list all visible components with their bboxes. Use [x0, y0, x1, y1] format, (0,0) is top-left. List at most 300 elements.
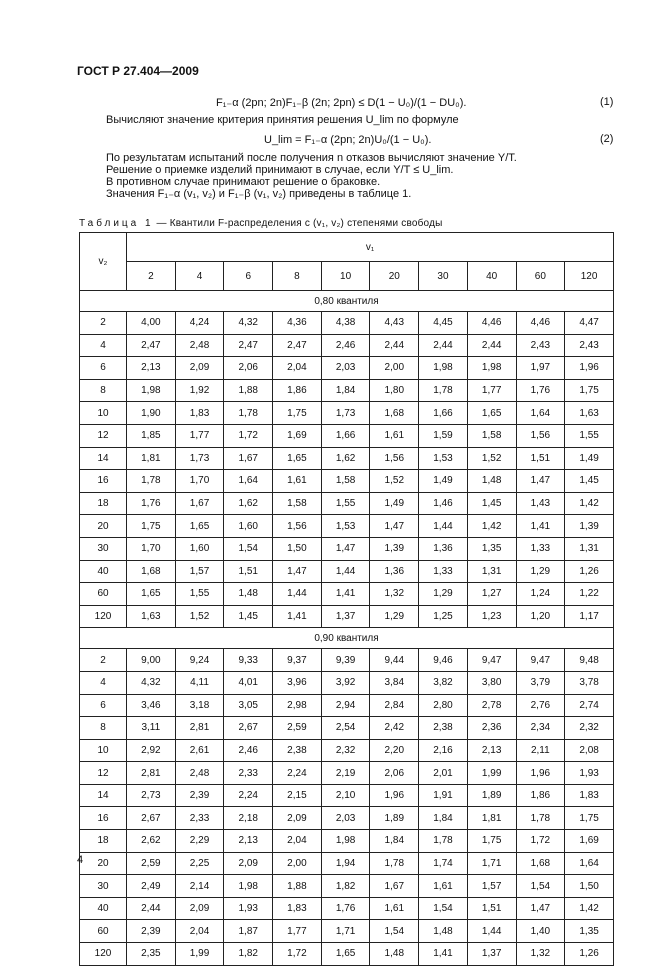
table-cell: 1,51	[224, 560, 273, 583]
row-label-cell: 6	[80, 357, 127, 380]
table-cell: 2,24	[224, 784, 273, 807]
table-cell: 3,96	[273, 671, 322, 694]
table-cell: 1,56	[273, 515, 322, 538]
table-cell: 2,00	[273, 852, 322, 875]
table-cell: 1,78	[516, 807, 565, 830]
table-cell: 2,33	[224, 762, 273, 785]
table-cell: 2,39	[175, 784, 224, 807]
table-cell: 4,46	[516, 312, 565, 335]
table-cell: 1,48	[419, 920, 468, 943]
table-cell: 2,42	[370, 717, 419, 740]
table-cell: 1,44	[419, 515, 468, 538]
table-cell: 1,75	[127, 515, 176, 538]
row-label-cell: 8	[80, 717, 127, 740]
table-cell: 1,54	[419, 897, 468, 920]
paragraph-decision	[106, 152, 517, 200]
table-cell: 1,39	[370, 537, 419, 560]
table-cell: 2,81	[127, 762, 176, 785]
table-cell: 1,70	[127, 537, 176, 560]
table-cell: 9,39	[321, 649, 370, 672]
table-cell: 1,67	[370, 875, 419, 898]
table-cell: 2,59	[273, 717, 322, 740]
row-label-cell: 6	[80, 694, 127, 717]
column-header: 120	[565, 262, 614, 291]
formula-2: U_lim = F₁₋α (2pn; 2n)U₀/(1 − U₀).	[264, 134, 432, 146]
table-cell: 1,35	[565, 920, 614, 943]
table-cell: 2,39	[127, 920, 176, 943]
table-cell: 1,47	[370, 515, 419, 538]
table-cell: 9,37	[273, 649, 322, 672]
table-cell: 4,24	[175, 312, 224, 335]
table-cell: 1,78	[127, 470, 176, 493]
table-cell: 1,45	[467, 492, 516, 515]
table-cell: 1,29	[419, 583, 468, 606]
paragraph-criterion: Вычисляют значение критерия принятия решения U_lim по формуле	[106, 114, 459, 126]
equation-number-1: (1)	[600, 96, 614, 108]
table-row	[80, 671, 614, 694]
table-cell: 1,52	[467, 447, 516, 470]
table-cell: 1,47	[516, 897, 565, 920]
table-cell: 1,82	[224, 943, 273, 966]
table-cell: 2,00	[370, 357, 419, 380]
table-cell: 2,94	[321, 694, 370, 717]
table-cell: 2,80	[419, 694, 468, 717]
table-row	[80, 694, 614, 717]
equation-number-2: (2)	[600, 133, 614, 145]
text-line: Решение о приемке изделий принимают в случае, если Y/T ≤ U_lim.	[106, 164, 454, 176]
table-cell: 2,20	[370, 739, 419, 762]
table-cell: 1,23	[467, 605, 516, 628]
table-cell: 2,62	[127, 830, 176, 853]
table-cell: 2,47	[127, 334, 176, 357]
table-cell: 2,44	[467, 334, 516, 357]
table-cell: 2,59	[127, 852, 176, 875]
table-cell: 1,53	[419, 447, 468, 470]
table-cell: 1,78	[370, 852, 419, 875]
text-line: Значения F₁₋α (v₁, v₂) и F₁₋β (v₁, v₂) приведены в таблице 1.	[106, 188, 412, 200]
table-cell: 2,06	[224, 357, 273, 380]
table-cell: 1,32	[370, 583, 419, 606]
table-cell: 1,41	[321, 583, 370, 606]
table-caption-text: — Квантили F-распределения с (v₁, v₂) степенями свободы	[153, 218, 443, 229]
table-cell: 2,11	[516, 739, 565, 762]
table-cell: 4,11	[175, 671, 224, 694]
row-label-cell: 2	[80, 312, 127, 335]
table-cell: 1,54	[370, 920, 419, 943]
table-cell: 1,84	[370, 830, 419, 853]
table-cell: 1,58	[321, 470, 370, 493]
table-cell: 1,62	[224, 492, 273, 515]
table-row	[80, 424, 614, 447]
table-row	[80, 605, 614, 628]
table-cell: 2,09	[175, 897, 224, 920]
table-cell: 9,47	[467, 649, 516, 672]
table-cell: 1,76	[321, 897, 370, 920]
table-cell: 2,32	[565, 717, 614, 740]
table-cell: 1,68	[370, 402, 419, 425]
table-cell: 2,67	[224, 717, 273, 740]
table-cell: 1,48	[224, 583, 273, 606]
table-cell: 1,45	[565, 470, 614, 493]
table-cell: 1,73	[175, 447, 224, 470]
table-cell: 1,39	[565, 515, 614, 538]
table-cell: 1,57	[175, 560, 224, 583]
table-row	[80, 830, 614, 853]
table-cell: 1,29	[516, 560, 565, 583]
table-cell: 1,86	[273, 379, 322, 402]
table-cell: 1,40	[516, 920, 565, 943]
table-cell: 1,61	[273, 470, 322, 493]
table-cell: 2,61	[175, 739, 224, 762]
table-cell: 1,48	[370, 943, 419, 966]
table-cell: 2,84	[370, 694, 419, 717]
table-cell: 1,88	[273, 875, 322, 898]
table-cell: 2,47	[273, 334, 322, 357]
table-cell: 1,51	[516, 447, 565, 470]
table-cell: 9,33	[224, 649, 273, 672]
row-label-cell: 4	[80, 334, 127, 357]
table-cell: 1,25	[419, 605, 468, 628]
table-cell: 2,04	[273, 830, 322, 853]
table-cell: 1,47	[321, 537, 370, 560]
table-cell: 9,46	[419, 649, 468, 672]
table-cell: 2,33	[175, 807, 224, 830]
table-cell: 2,34	[516, 717, 565, 740]
table-row	[80, 402, 614, 425]
row-label-cell: 30	[80, 537, 127, 560]
table-row	[80, 875, 614, 898]
table-cell: 2,03	[321, 807, 370, 830]
table-cell: 1,65	[321, 943, 370, 966]
table-cell: 1,72	[273, 943, 322, 966]
table-cell: 1,65	[127, 583, 176, 606]
f-distribution-table	[79, 232, 614, 966]
table-row	[80, 334, 614, 357]
table-cell: 9,48	[565, 649, 614, 672]
table-cell: 2,13	[467, 739, 516, 762]
table-cell: 3,82	[419, 671, 468, 694]
table-cell: 1,55	[321, 492, 370, 515]
table-cell: 2,24	[273, 762, 322, 785]
table-cell: 1,49	[419, 470, 468, 493]
table-cell: 2,25	[175, 852, 224, 875]
table-cell: 2,38	[419, 717, 468, 740]
table-cell: 1,65	[467, 402, 516, 425]
table-cell: 1,37	[467, 943, 516, 966]
table-cell: 1,70	[175, 470, 224, 493]
row-label-cell: 18	[80, 830, 127, 853]
row-label-cell: 16	[80, 470, 127, 493]
table-cell: 2,16	[419, 739, 468, 762]
table-cell: 1,77	[273, 920, 322, 943]
table-cell: 1,68	[516, 852, 565, 875]
table-cell: 1,35	[467, 537, 516, 560]
table-cell: 1,26	[565, 943, 614, 966]
table-cell: 1,93	[565, 762, 614, 785]
table-cell: 2,09	[224, 852, 273, 875]
table-cell: 1,52	[175, 605, 224, 628]
table-cell: 1,31	[565, 537, 614, 560]
table-cell: 1,24	[516, 583, 565, 606]
table-cell: 1,55	[175, 583, 224, 606]
table-cell: 4,46	[467, 312, 516, 335]
table-cell: 3,11	[127, 717, 176, 740]
table-cell: 2,38	[273, 739, 322, 762]
table-number: Таблица 1	[79, 218, 154, 229]
section-header: 0,90 квантиля	[80, 628, 614, 649]
row-label-cell: 10	[80, 739, 127, 762]
table-cell: 2,49	[127, 875, 176, 898]
row-label-cell: 60	[80, 583, 127, 606]
table-cell: 1,37	[321, 605, 370, 628]
table-cell: 1,93	[224, 897, 273, 920]
table-cell: 1,82	[321, 875, 370, 898]
table-cell: 1,81	[127, 447, 176, 470]
table-cell: 1,96	[565, 357, 614, 380]
table-cell: 1,29	[370, 605, 419, 628]
table-row	[80, 447, 614, 470]
table-cell: 1,44	[321, 560, 370, 583]
table-cell: 1,83	[273, 897, 322, 920]
table-cell: 2,13	[127, 357, 176, 380]
table-row	[80, 560, 614, 583]
table-cell: 1,92	[175, 379, 224, 402]
table-cell: 1,98	[321, 830, 370, 853]
table-cell: 1,73	[321, 402, 370, 425]
table-cell: 1,61	[419, 875, 468, 898]
table-cell: 1,33	[419, 560, 468, 583]
table-cell: 2,13	[224, 830, 273, 853]
table-cell: 1,45	[224, 605, 273, 628]
table-cell: 1,84	[419, 807, 468, 830]
table-cell: 1,47	[273, 560, 322, 583]
table-cell: 4,43	[370, 312, 419, 335]
table-cell: 1,61	[370, 424, 419, 447]
table-cell: 1,86	[516, 784, 565, 807]
table-cell: 1,96	[370, 784, 419, 807]
table-cell: 3,05	[224, 694, 273, 717]
row-label-cell: 120	[80, 943, 127, 966]
table-cell: 1,68	[127, 560, 176, 583]
table-cell: 2,81	[175, 717, 224, 740]
table-cell: 2,43	[516, 334, 565, 357]
table-cell: 2,03	[321, 357, 370, 380]
row-label-cell: 12	[80, 762, 127, 785]
table-cell: 1,26	[565, 560, 614, 583]
table-cell: 3,84	[370, 671, 419, 694]
table-cell: 1,97	[516, 357, 565, 380]
table-cell: 1,31	[467, 560, 516, 583]
table-cell: 1,42	[467, 515, 516, 538]
row-label-cell: 60	[80, 920, 127, 943]
table-row	[80, 583, 614, 606]
section-header: 0,80 квантиля	[80, 291, 614, 312]
table-cell: 3,79	[516, 671, 565, 694]
row-label-cell: 18	[80, 492, 127, 515]
table-cell: 1,89	[370, 807, 419, 830]
table-cell: 2,44	[370, 334, 419, 357]
table-cell: 1,22	[565, 583, 614, 606]
row-label-cell: 2	[80, 649, 127, 672]
table-cell: 1,76	[127, 492, 176, 515]
column-header: 4	[175, 262, 224, 291]
table-cell: 1,65	[175, 515, 224, 538]
table-cell: 1,42	[565, 897, 614, 920]
table-cell: 1,33	[516, 537, 565, 560]
table-cell: 1,56	[370, 447, 419, 470]
table-cell: 1,64	[565, 852, 614, 875]
table-cell: 1,17	[565, 605, 614, 628]
table-cell: 1,72	[516, 830, 565, 853]
row-label-cell: 14	[80, 784, 127, 807]
table-cell: 2,92	[127, 739, 176, 762]
table-cell: 1,76	[516, 379, 565, 402]
row-label-cell: 16	[80, 807, 127, 830]
table-cell: 1,43	[516, 492, 565, 515]
table-row	[80, 739, 614, 762]
table-cell: 1,66	[419, 402, 468, 425]
table-cell: 4,45	[419, 312, 468, 335]
table-row	[80, 897, 614, 920]
table-cell: 2,43	[565, 334, 614, 357]
table-cell: 4,47	[565, 312, 614, 335]
table-row	[80, 807, 614, 830]
table-cell: 1,27	[467, 583, 516, 606]
column-header: 20	[370, 262, 419, 291]
table-cell: 2,04	[273, 357, 322, 380]
table-cell: 4,00	[127, 312, 176, 335]
table-cell: 1,49	[370, 492, 419, 515]
table-cell: 2,19	[321, 762, 370, 785]
table-row	[80, 379, 614, 402]
table-cell: 9,44	[370, 649, 419, 672]
table-cell: 2,14	[175, 875, 224, 898]
table-row	[80, 920, 614, 943]
table-cell: 1,99	[467, 762, 516, 785]
table-cell: 3,80	[467, 671, 516, 694]
table-cell: 2,78	[467, 694, 516, 717]
table-cell: 1,69	[273, 424, 322, 447]
table-cell: 1,41	[273, 605, 322, 628]
table-cell: 1,75	[467, 830, 516, 853]
table-cell: 1,42	[565, 492, 614, 515]
document-header: ГОСТ Р 27.404—2009	[77, 64, 199, 78]
table-cell: 2,67	[127, 807, 176, 830]
column-header: 10	[321, 262, 370, 291]
column-header: 8	[273, 262, 322, 291]
table-cell: 1,20	[516, 605, 565, 628]
table-cell: 1,36	[419, 537, 468, 560]
table-cell: 1,63	[127, 605, 176, 628]
table-row	[80, 717, 614, 740]
table-cell: 4,01	[224, 671, 273, 694]
table-cell: 1,87	[224, 920, 273, 943]
table-cell: 1,32	[516, 943, 565, 966]
table-cell: 1,53	[321, 515, 370, 538]
table-cell: 2,18	[224, 807, 273, 830]
row-label-cell: 12	[80, 424, 127, 447]
table-cell: 1,80	[370, 379, 419, 402]
table-cell: 2,06	[370, 762, 419, 785]
table-cell: 1,75	[565, 379, 614, 402]
table-cell: 1,41	[516, 515, 565, 538]
table-cell: 2,98	[273, 694, 322, 717]
table-cell: 2,48	[175, 334, 224, 357]
table-cell: 1,41	[419, 943, 468, 966]
table-row	[80, 649, 614, 672]
table-cell: 4,38	[321, 312, 370, 335]
table-cell: 1,98	[224, 875, 273, 898]
table-row	[80, 762, 614, 785]
table-cell: 4,32	[224, 312, 273, 335]
table-cell: 9,24	[175, 649, 224, 672]
table-cell: 1,52	[370, 470, 419, 493]
table-cell: 2,46	[224, 739, 273, 762]
table-cell: 1,83	[175, 402, 224, 425]
table-cell: 2,48	[175, 762, 224, 785]
row-label-cell: 120	[80, 605, 127, 628]
table-cell: 1,83	[565, 784, 614, 807]
table-row	[80, 943, 614, 966]
column-header: 6	[224, 262, 273, 291]
row-label-cell: 8	[80, 379, 127, 402]
table-cell: 1,58	[467, 424, 516, 447]
row-label-cell: 40	[80, 897, 127, 920]
table-cell: 1,78	[419, 379, 468, 402]
table-cell: 3,46	[127, 694, 176, 717]
row-label-cell: 20	[80, 852, 127, 875]
row-label-cell: 14	[80, 447, 127, 470]
table-cell: 3,92	[321, 671, 370, 694]
table-cell: 2,10	[321, 784, 370, 807]
table-cell: 1,54	[224, 537, 273, 560]
table-cell: 1,50	[273, 537, 322, 560]
table-cell: 1,67	[175, 492, 224, 515]
table-cell: 2,44	[127, 897, 176, 920]
table-cell: 2,15	[273, 784, 322, 807]
table-cell: 1,78	[224, 402, 273, 425]
table-row	[80, 852, 614, 875]
table-cell: 1,98	[419, 357, 468, 380]
table-cell: 4,36	[273, 312, 322, 335]
table-cell: 2,47	[224, 334, 273, 357]
table-cell: 1,99	[175, 943, 224, 966]
table-cell: 1,36	[370, 560, 419, 583]
table-cell: 9,00	[127, 649, 176, 672]
v2-header: v₂	[80, 233, 127, 291]
table-cell: 1,77	[175, 424, 224, 447]
text-line: В противном случае принимают решение о браковке.	[106, 176, 381, 188]
table-cell: 1,89	[467, 784, 516, 807]
table-cell: 1,64	[516, 402, 565, 425]
table-cell: 1,98	[467, 357, 516, 380]
table-cell: 2,73	[127, 784, 176, 807]
table-cell: 3,18	[175, 694, 224, 717]
table-cell: 1,56	[516, 424, 565, 447]
row-label-cell: 40	[80, 560, 127, 583]
table-caption	[79, 218, 443, 229]
table-cell: 2,44	[419, 334, 468, 357]
table-cell: 1,96	[516, 762, 565, 785]
column-header: 40	[467, 262, 516, 291]
table-cell: 1,81	[467, 807, 516, 830]
page-number: 4	[77, 854, 84, 866]
table-cell: 1,84	[321, 379, 370, 402]
table-cell: 1,57	[467, 875, 516, 898]
table-cell: 1,50	[565, 875, 614, 898]
table-cell: 1,59	[419, 424, 468, 447]
table-cell: 9,47	[516, 649, 565, 672]
